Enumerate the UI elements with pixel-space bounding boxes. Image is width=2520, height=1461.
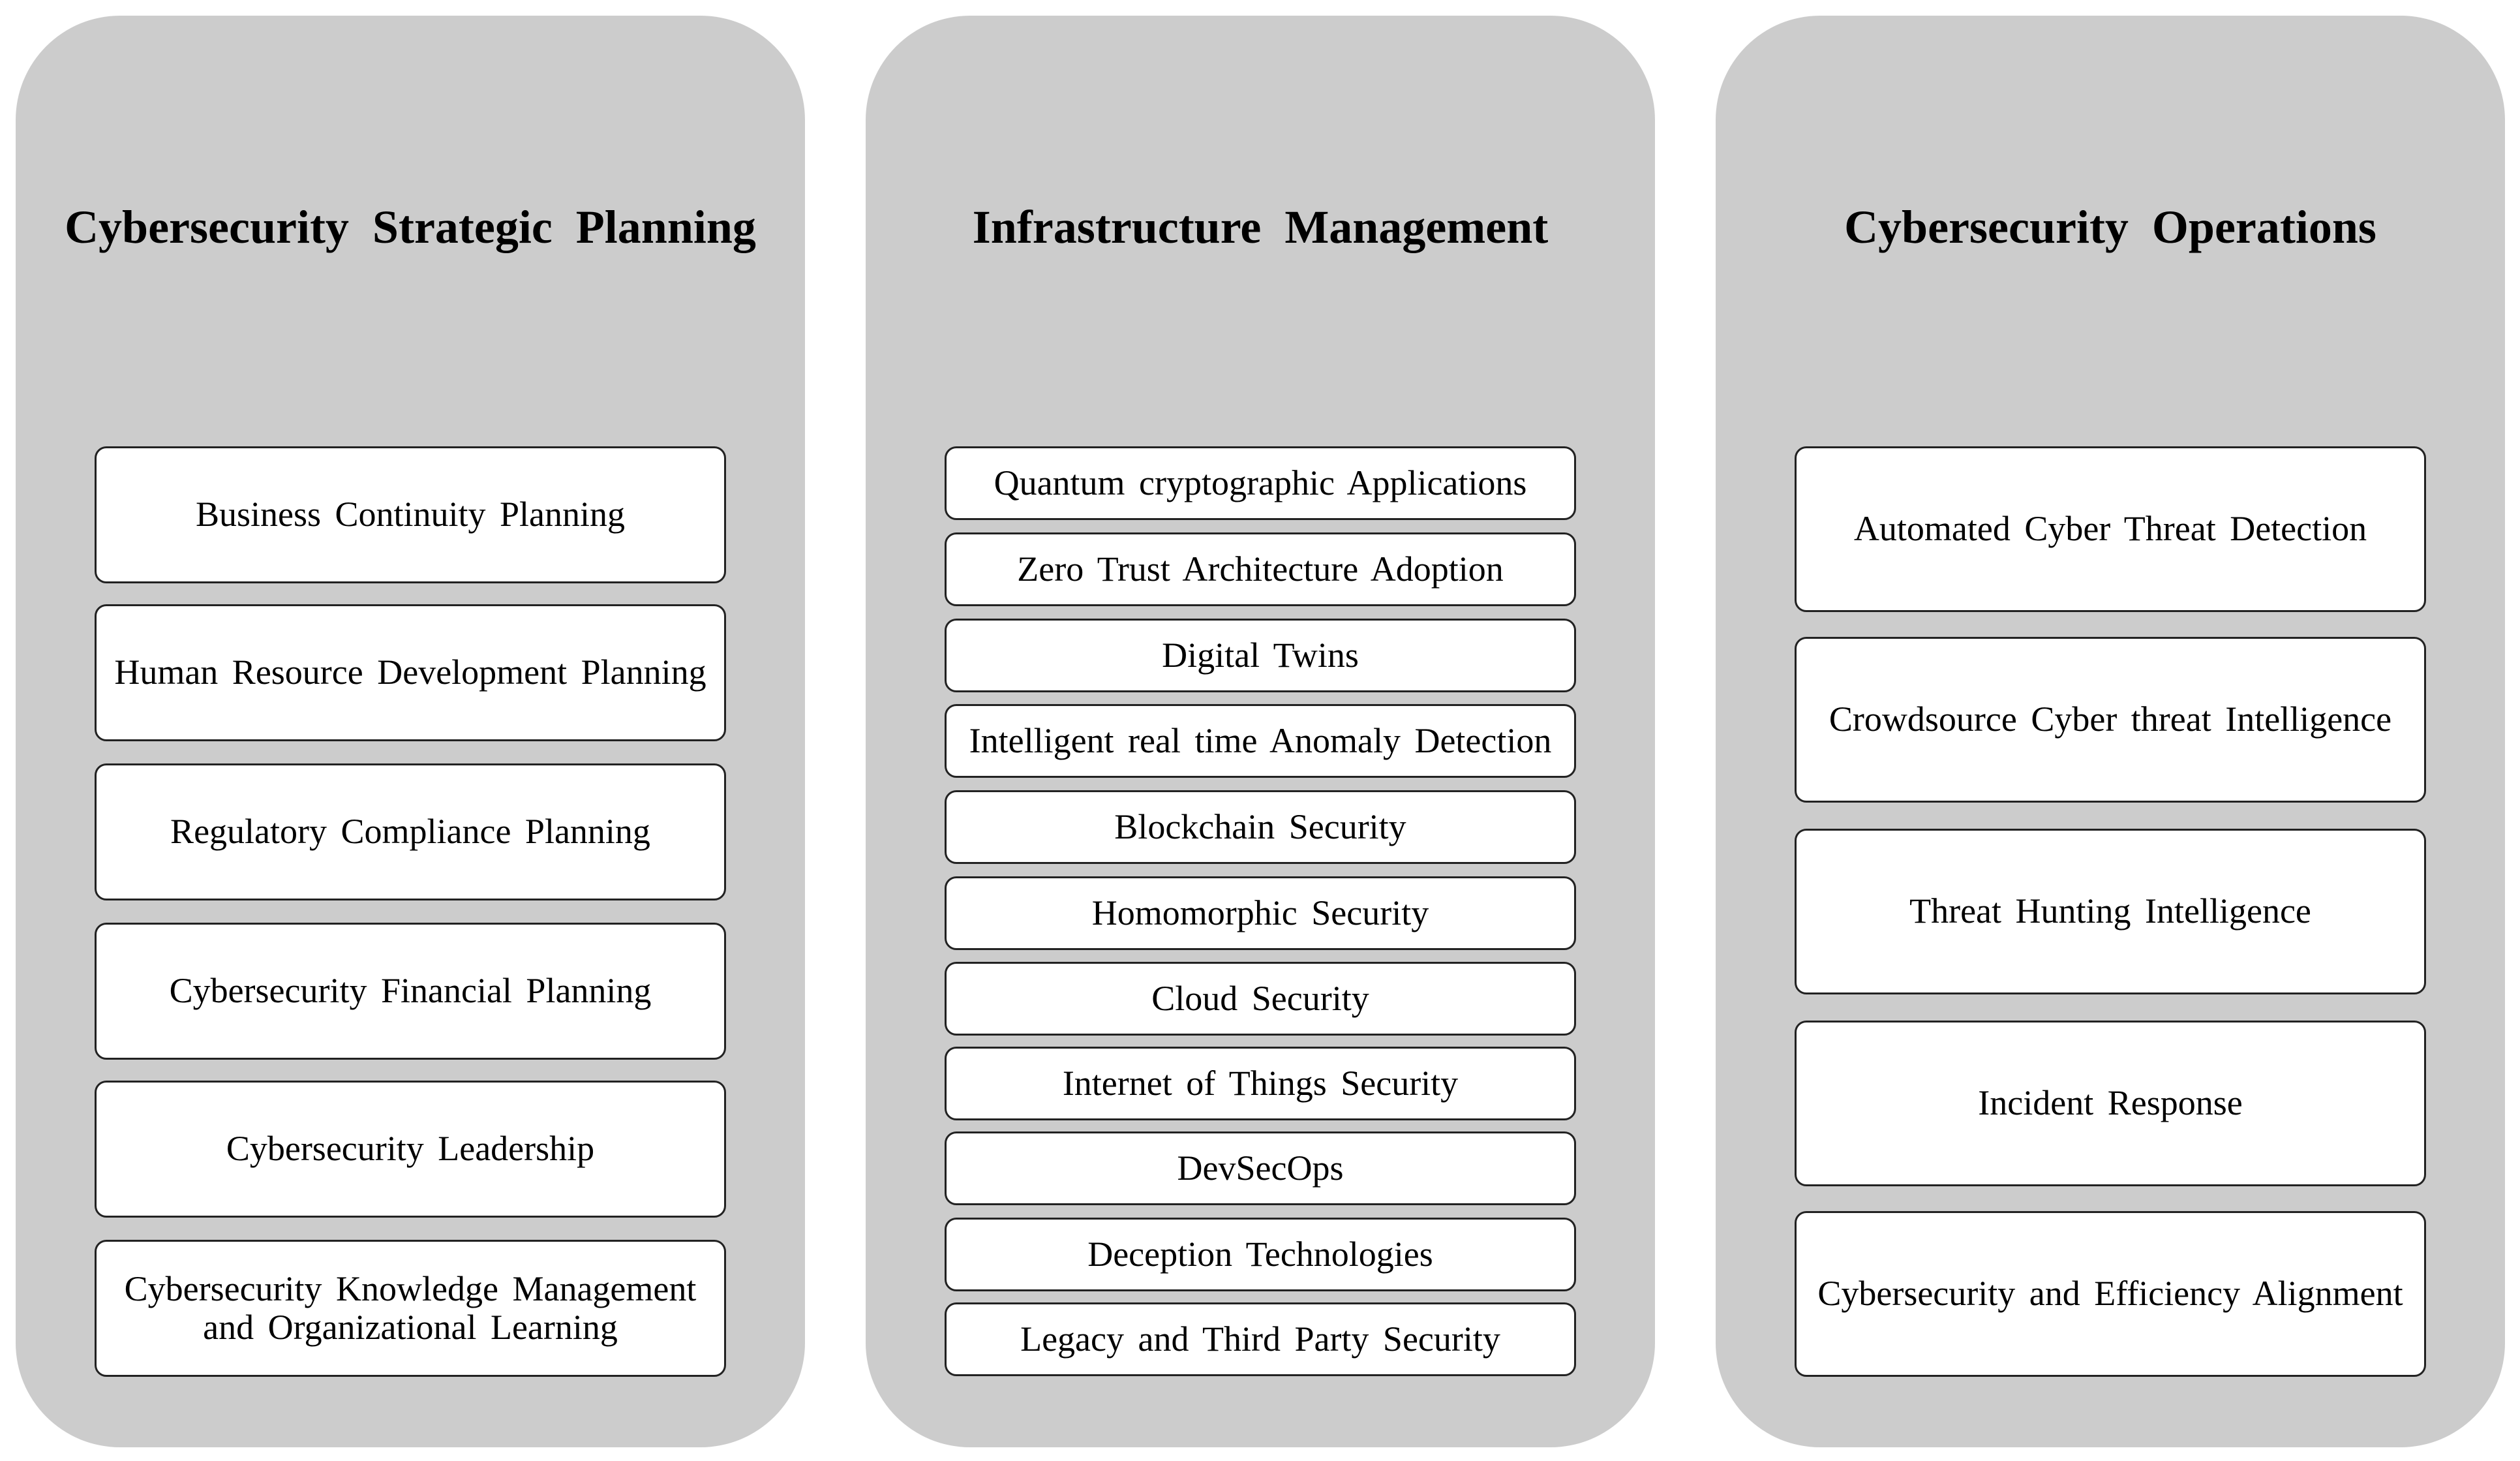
item-box: Human Resource Development Planning xyxy=(95,604,726,741)
item-box: Blockchain Security xyxy=(945,790,1576,864)
item-box: Cybersecurity Leadership xyxy=(95,1081,726,1218)
item-box: Digital Twins xyxy=(945,619,1576,692)
item-box: Threat Hunting Intelligence xyxy=(1795,829,2426,994)
column-strategic-planning xyxy=(16,16,805,1447)
item-box: Automated Cyber Threat Detection xyxy=(1795,446,2426,612)
item-box: Cybersecurity Knowledge Management and Organizational Learning xyxy=(95,1240,726,1377)
item-box: Homomorphic Security xyxy=(945,876,1576,950)
item-box: Zero Trust Architecture Adoption xyxy=(945,532,1576,606)
item-box: Quantum cryptographic Applications xyxy=(945,446,1576,520)
item-box: Cybersecurity Financial Planning xyxy=(95,923,726,1060)
item-box: Deception Technologies xyxy=(945,1218,1576,1291)
item-box: Intelligent real time Anomaly Detection xyxy=(945,704,1576,778)
item-box: Cloud Security xyxy=(945,962,1576,1036)
column-title: Infrastructure Management xyxy=(972,201,1549,253)
item-box: Business Continuity Planning xyxy=(95,446,726,583)
item-box: Cybersecurity and Efficiency Alignment xyxy=(1795,1211,2426,1377)
column-title: Cybersecurity Strategic Planning xyxy=(65,201,756,253)
item-box: Internet of Things Security xyxy=(945,1047,1576,1120)
column-cybersecurity-operations xyxy=(1716,16,2505,1447)
column-infrastructure-management xyxy=(866,16,1655,1447)
item-box: Incident Response xyxy=(1795,1021,2426,1186)
item-box: Legacy and Third Party Security xyxy=(945,1302,1576,1376)
item-box: Crowdsource Cyber threat Intelligence xyxy=(1795,637,2426,803)
item-box: DevSecOps xyxy=(945,1131,1576,1205)
item-box: Regulatory Compliance Planning xyxy=(95,763,726,900)
column-title: Cybersecurity Operations xyxy=(1844,201,2376,253)
